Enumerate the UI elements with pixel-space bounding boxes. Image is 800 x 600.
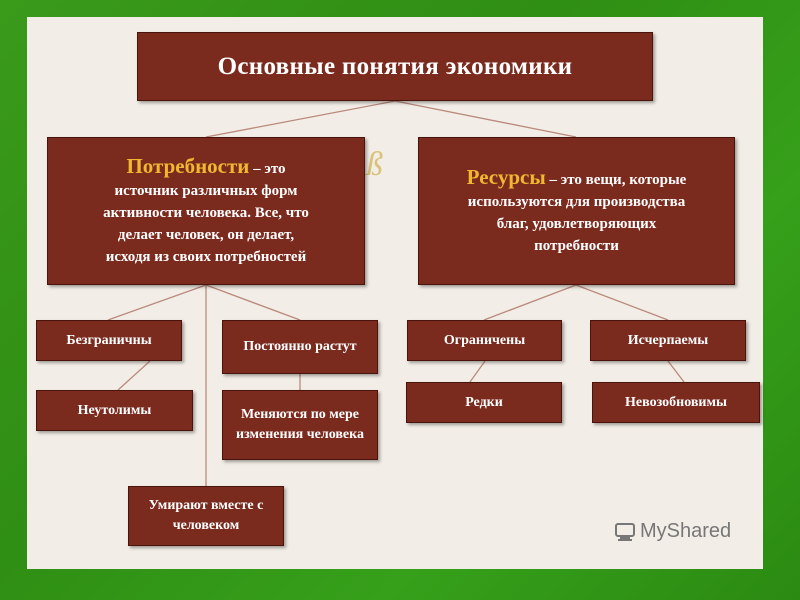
needs-definition-line: источник различных форм [114,182,298,199]
needs-term: Потребности [126,153,250,178]
resources-definition-box [418,137,735,285]
needs-property-unlimited: Безграничны [36,320,182,361]
resources-definition-line: – это вещи, которые [549,171,687,188]
resources-property-rare: Редки [406,382,562,423]
needs-property-die-with-human: Умирают вместе с человеком [128,486,284,546]
resources-property-exhaustible: Исчерпаемы [590,320,746,361]
needs-property-insatiable: Неутолимы [36,390,193,431]
needs-first-line [126,155,285,180]
resources-definition-line: используются для производства [467,193,686,210]
needs-definition-line: делает человек, он делает, [117,226,295,243]
resources-definition-line: потребности [534,237,619,254]
needs-definition-box [47,137,365,285]
myshared-logo [614,520,731,543]
resources-definition-line: благ, удовлетворяющих [496,215,657,232]
resources-property-limited: Ограничены [407,320,562,361]
resources-term: Ресурсы [466,164,546,189]
myshared-logo-icon [614,521,636,543]
swirl-ornament-icon: ß [366,146,383,183]
needs-property-changing: Меняются по мере изменения человека [222,390,378,460]
needs-definition-line: активности человека. Все, что [103,204,309,221]
needs-property-growing: Постоянно растут [222,320,378,374]
needs-definition-line: – это [253,160,286,177]
resources-property-nonrenewable: Невозобновимы [592,382,760,423]
diagram-title: Основные понятия экономики [137,32,653,101]
needs-definition-line: исходя из своих потребностей [105,248,307,265]
resources-first-line [467,166,687,191]
logo-text: MyShared [640,520,732,542]
